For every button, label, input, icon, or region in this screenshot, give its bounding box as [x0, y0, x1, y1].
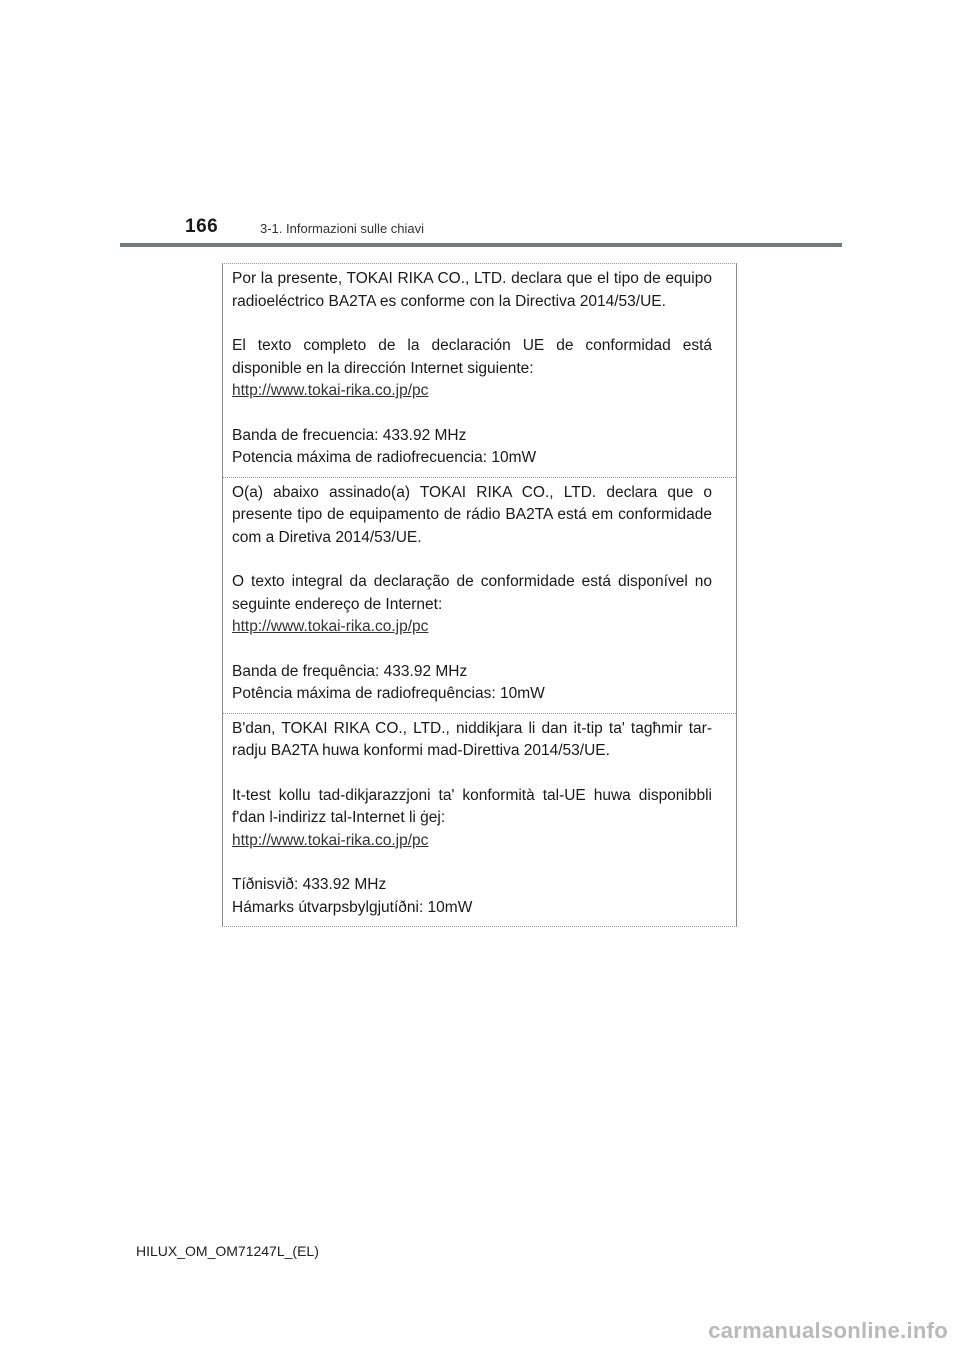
- notice-block-maltese: [223, 713, 736, 927]
- power-text: Potencia máxima de radiofrecuencia: 10mW: [232, 449, 537, 466]
- frequency-text: Banda de frequência: 433.92 MHz: [232, 662, 468, 680]
- document-code: HILUX_OM_OM71247L_(EL): [136, 1243, 319, 1259]
- availability-text: It-test kollu tad-dikjarazzjoni ta' konformità tal-UE huwa disponibbli f'dan l-indirizz tal-Internet li ġej:: [232, 786, 712, 826]
- header-divider: [120, 243, 842, 247]
- declaration-link[interactable]: http://www.tokai-rika.co.jp/pc: [232, 382, 429, 399]
- frequency-text: Tíðnisvið: 433.92 MHz: [232, 876, 387, 893]
- power-text: Hámarks útvarpsbylgjutíðni: 10mW: [232, 898, 473, 916]
- frequency-text: Banda de frecuencia: 433.92 MHz: [232, 426, 467, 444]
- power-text: Potência máxima de radiofrequências: 10mW: [232, 685, 545, 702]
- declaration-link[interactable]: http://www.tokai-rika.co.jp/pc: [232, 831, 429, 849]
- notice-block-portuguese: [223, 477, 736, 713]
- site-watermark: carmanualsonline.info: [708, 1318, 948, 1343]
- declaration-text: Por la presente, TOKAI RIKA CO., LTD. declara que el tipo de equipo radioeléctrico BA2TA es conforme con la Directiva 2014/53/UE.: [232, 270, 712, 310]
- declaration-text: O(a) abaixo assinado(a) TOKAI RIKA CO., LTD. declara que o presente tipo de equipamento de rádio BA2TA está em conformidade com a Diretiva 2014/53/UE.: [232, 483, 712, 546]
- declaration-text: B'dan, TOKAI RIKA CO., LTD., niddikjara li dan it-tip ta' tagħmir tar-radju BA2TA huwa konformi mad-Direttiva 2014/53/UE.: [232, 719, 712, 759]
- declaration-link[interactable]: http://www.tokai-rika.co.jp/pc: [232, 618, 429, 635]
- availability-text: O texto integral da declaração de conformidade está disponível no seguinte endereço de Internet:: [232, 573, 712, 613]
- availability-text: El texto completo de la declaración UE de conformidad está disponible en la dirección Internet siguiente:: [232, 337, 712, 377]
- page-number: 166: [185, 216, 219, 237]
- section-title: 3-1. Informazioni sulle chiavi: [260, 221, 425, 236]
- conformity-notice-box: [222, 263, 737, 927]
- notice-block-spanish: [223, 264, 736, 477]
